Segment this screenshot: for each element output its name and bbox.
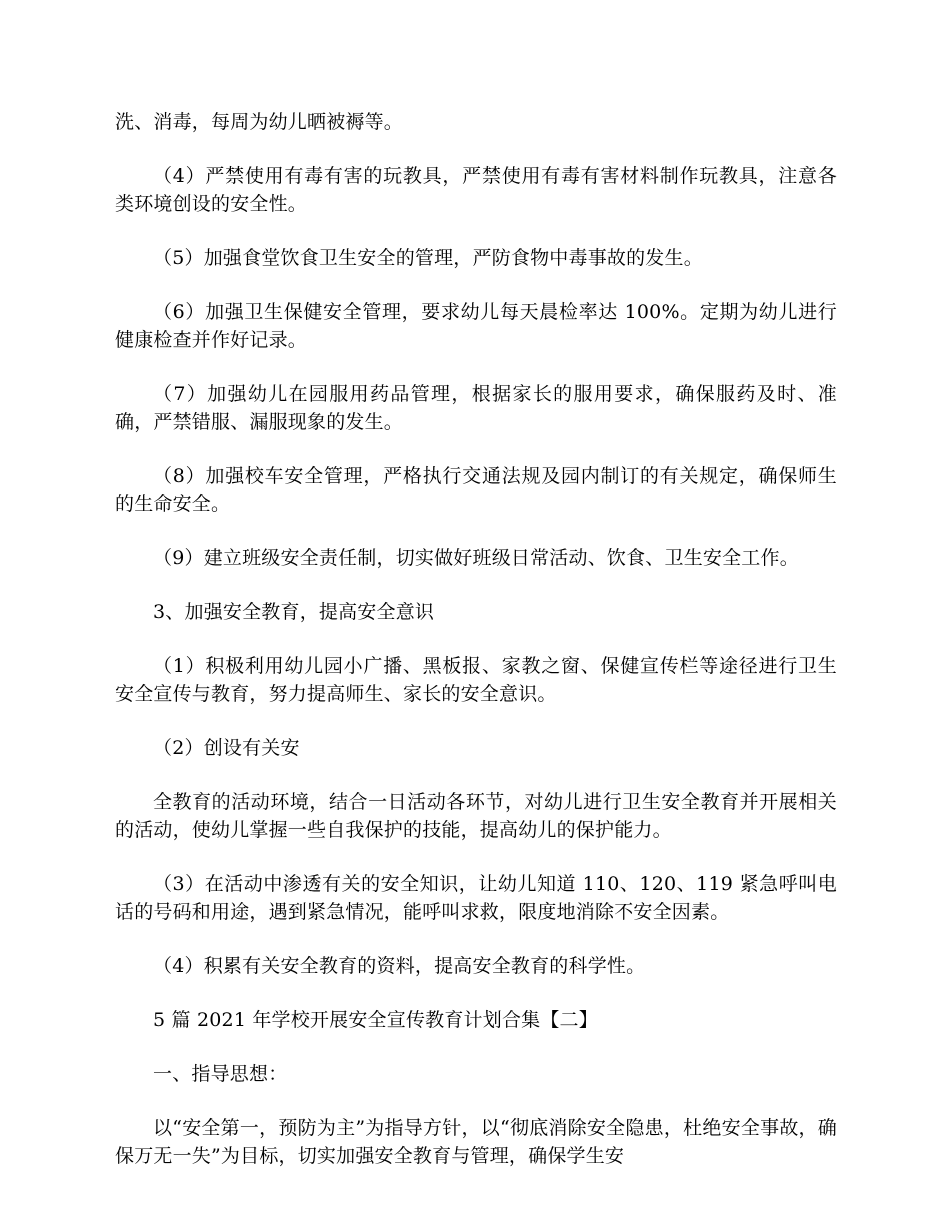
paragraph-item-5-canteen: （5）加强食堂饮食卫生安全的管理，严防食物中毒事故的发生。 (153, 247, 703, 269)
section-heading-safety-education: 3、加强安全教育，提高安全意识 (153, 601, 435, 623)
paragraph-item-1-publicity: （1）积极利用幼儿园小广播、黑板报、家教之窗、保健宣传栏等途径进行卫生安全宣传与教育，努力提高师生、家长的安全意识。 (115, 655, 837, 705)
paragraph-item-8-school-bus: （8）加强校车安全管理，严格执行交通法规及园内制订的有关规定，确保师生的生命安全。 (115, 465, 837, 515)
paragraph-item-4-materials: （4）积累有关安全教育的资料，提高安全教育的科学性。 (153, 955, 646, 977)
paragraph-guiding-principle: 以“安全第一，预防为主”为指导方针，以“彻底消除安全隐患，杜绝安全事故，确保万无一失”为目标，切实加强安全教育与管理，确保学生安 (115, 1117, 837, 1167)
document-section-title: 5 篇 2021 年学校开展安全宣传教育计划合集【二】 (153, 1009, 598, 1031)
paragraph-item-2-environment-continued: 全教育的活动环境，结合一日活动各环节，对幼儿进行卫生安全教育并开展相关的活动，使幼儿掌握一些自我保护的技能，提高幼儿的保护能力。 (115, 791, 837, 841)
paragraph-item-2-environment-start: （2）创设有关安 (153, 737, 300, 759)
paragraph-item-7-medicine: （7）加强幼儿在园服用药品管理，根据家长的服用要求，确保服药及时、准确，严禁错服、漏服现象的发生。 (115, 383, 837, 433)
paragraph-item-3-emergency-numbers: （3）在活动中渗透有关的安全知识，让幼儿知道 110、120、119 紧急呼叫电话的号码和用途，遇到紧急情况，能呼叫求救，限度地消除不安全因素。 (115, 873, 837, 923)
paragraph-item-9-class-responsibility: （9）建立班级安全责任制，切实做好班级日常活动、饮食、卫生安全工作。 (153, 547, 799, 569)
document-page (115, 108, 837, 1196)
paragraph-continuation-laundry: 洗、消毒，每周为幼儿晒被褥等。 (115, 111, 404, 133)
section-heading-guiding-ideology: 一、指导思想： (153, 1063, 288, 1085)
paragraph-item-6-health: （6）加强卫生保健安全管理，要求幼儿每天晨检率达 100%。定期为幼儿进行健康检查并作好记录。 (115, 301, 837, 351)
paragraph-item-4-toys: （4）严禁使用有毒有害的玩教具，严禁使用有毒有害材料制作玩教具，注意各类环境创设的安全性。 (115, 165, 837, 215)
